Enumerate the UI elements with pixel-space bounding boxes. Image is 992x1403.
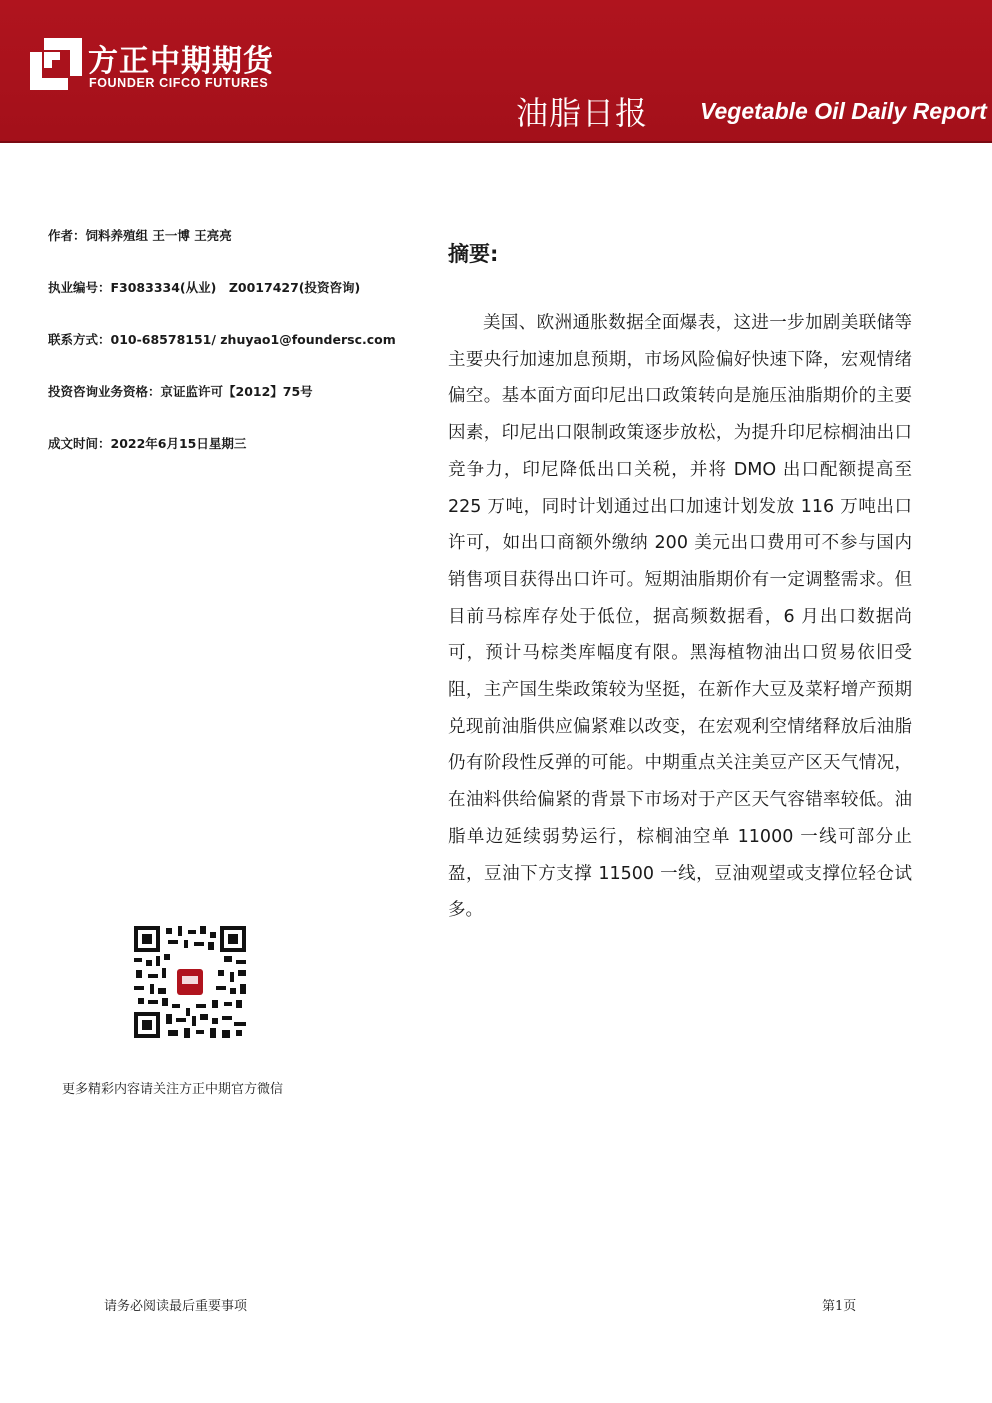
author-line: 作者：饲料养殖组 王一博 王亮亮 [48,228,232,243]
report-title-cn: 油脂日报 [516,94,649,132]
report-header [0,0,992,143]
wechat-qr-code [134,926,246,1038]
qualification-line: 投资咨询业务资格：京证监许可【2012】75号 [48,384,313,399]
header-divider [0,141,992,143]
page-number: 第1页 [822,1299,857,1314]
company-name-cn: 方正中期期货 [88,44,274,79]
date-line: 成文时间：2022年6月15日星期三 [48,436,247,451]
company-name-en: FOUNDER CIFCO FUTURES [89,76,269,90]
abstract-body: 美国、欧洲通胀数据全面爆表，这进一步加剧美联储等主要央行加速加息预期，市场风险偏好快速下降，宏观情绪偏空。基本面方面印尼出口政策转向是施压油脂期价的主要因素，印尼出口限制政策逐步放松，为提升印尼棕榈油出口竞争力，印尼降低出口关税，并将 DMO 出口配额提高至 225 万吨，同时计划通过出口加速计划发放 116 万吨出口许可，如出口商额外缴纳 200 美元出口费用可不参与国内销售项目获得出口许可。短期油脂期价有一定调整需求。但目前马棕库存处于低位，据高频数据看，6 月出口数据尚可，预计马棕类库幅度有限。黑海植物油出口贸易依旧受阻，主产国生柴政策较为坚挺，在新作大豆及菜籽增产预期兑现前油脂供应偏紧难以改变，在宏观利空情绪释放后油脂仍有阶段性反弹的可能。中期重点关注美豆产区天气情况，在油料供给偏紧的背景下市场对于产区天气容错率较低。油脂单边延续弱势运行，棕榈油空单 11000 一线可部分止盈，豆油下方支撑 11500 一线，豆油观望或支撑位轻仓试多。 [448,313,912,921]
footer-notice: 请务必阅读最后重要事项 [104,1299,248,1314]
contact-line: 联系方式：010-68578151/ zhuyao1@foundersc.com [48,332,396,347]
qr-caption: 更多精彩内容请关注方正中期官方微信 [62,1082,284,1097]
abstract-title: 摘要: [448,242,499,266]
company-logo-icon [30,38,82,90]
license-line: 执业编号：F3083334(从业) Z0017427(投资咨询) [48,280,361,295]
report-title-en: Vegetable Oil Daily Report [700,98,987,124]
